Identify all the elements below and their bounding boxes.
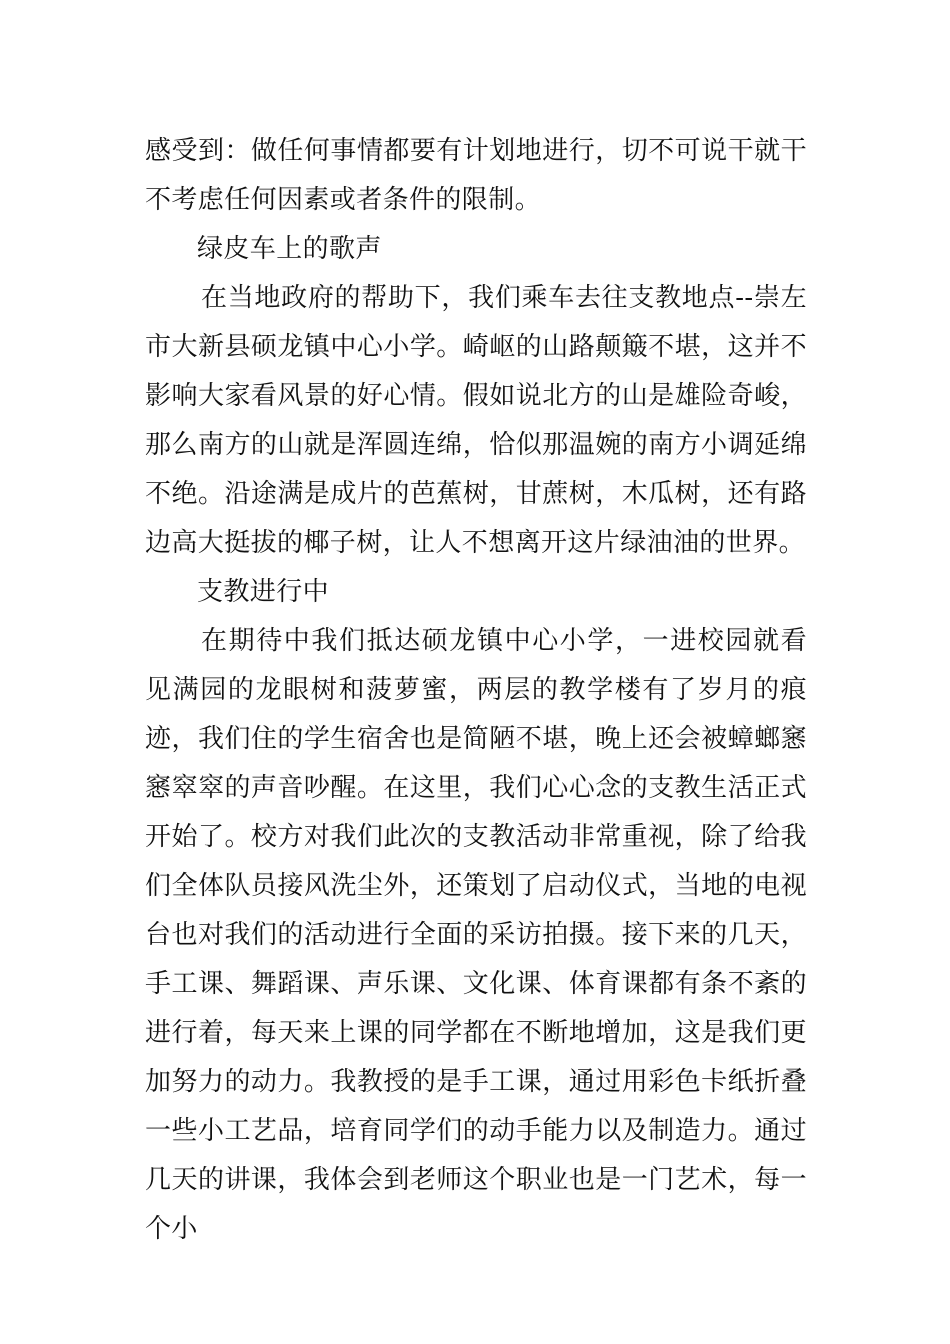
document-page	[145, 127, 807, 1254]
paragraph-train-journey: 在当地政府的帮助下，我们乘车去往支教地点--崇左市大新县硕龙镇中心小学。崎岖的山路颠簸不堪，这并不影响大家看风景的好心情。假如说北方的山是雄险奇峻，那么南方的山就是浑圆连绵，恰似那温婉的南方小调延绵不绝。沿途满是成片的芭蕉树，甘蔗树，木瓜树，还有路边高大挺拔的椰子树，让人不想离开这片绿油油的世界。	[145, 283, 807, 558]
paragraph-continuation: 感受到：做任何事情都要有计划地进行，切不可说干就干不考虑任何因素或者条件的限制。	[145, 136, 807, 215]
section-heading-green-train: 绿皮车上的歌声	[197, 234, 382, 264]
section-heading-teaching: 支教进行中	[197, 577, 330, 607]
paragraph-teaching: 在期待中我们抵达硕龙镇中心小学，一进校园就看见满园的龙眼树和菠萝蜜，两层的教学楼有了岁月的痕迹，我们住的学生宿舍也是简陋不堪，晚上还会被蟑螂窸窸窣窣的声音吵醒。在这里，我们心心念的支教生活正式开始了。校方对我们此次的支教活动非常重视，除了给我们全体队员接风洗尘外，还策划了启动仪式，当地的电视台也对我们的活动进行全面的采访拍摄。接下来的几天，手工课、舞蹈课、声乐课、文化课、体育课都有条不紊的进行着，每天来上课的同学都在不断地增加，这是我们更加努力的动力。我教授的是手工课，通过用彩色卡纸折叠一些小工艺品，培育同学们的动手能力以及制造力。通过几天的讲课，我体会到老师这个职业也是一门艺术，每一个小	[145, 626, 807, 1244]
